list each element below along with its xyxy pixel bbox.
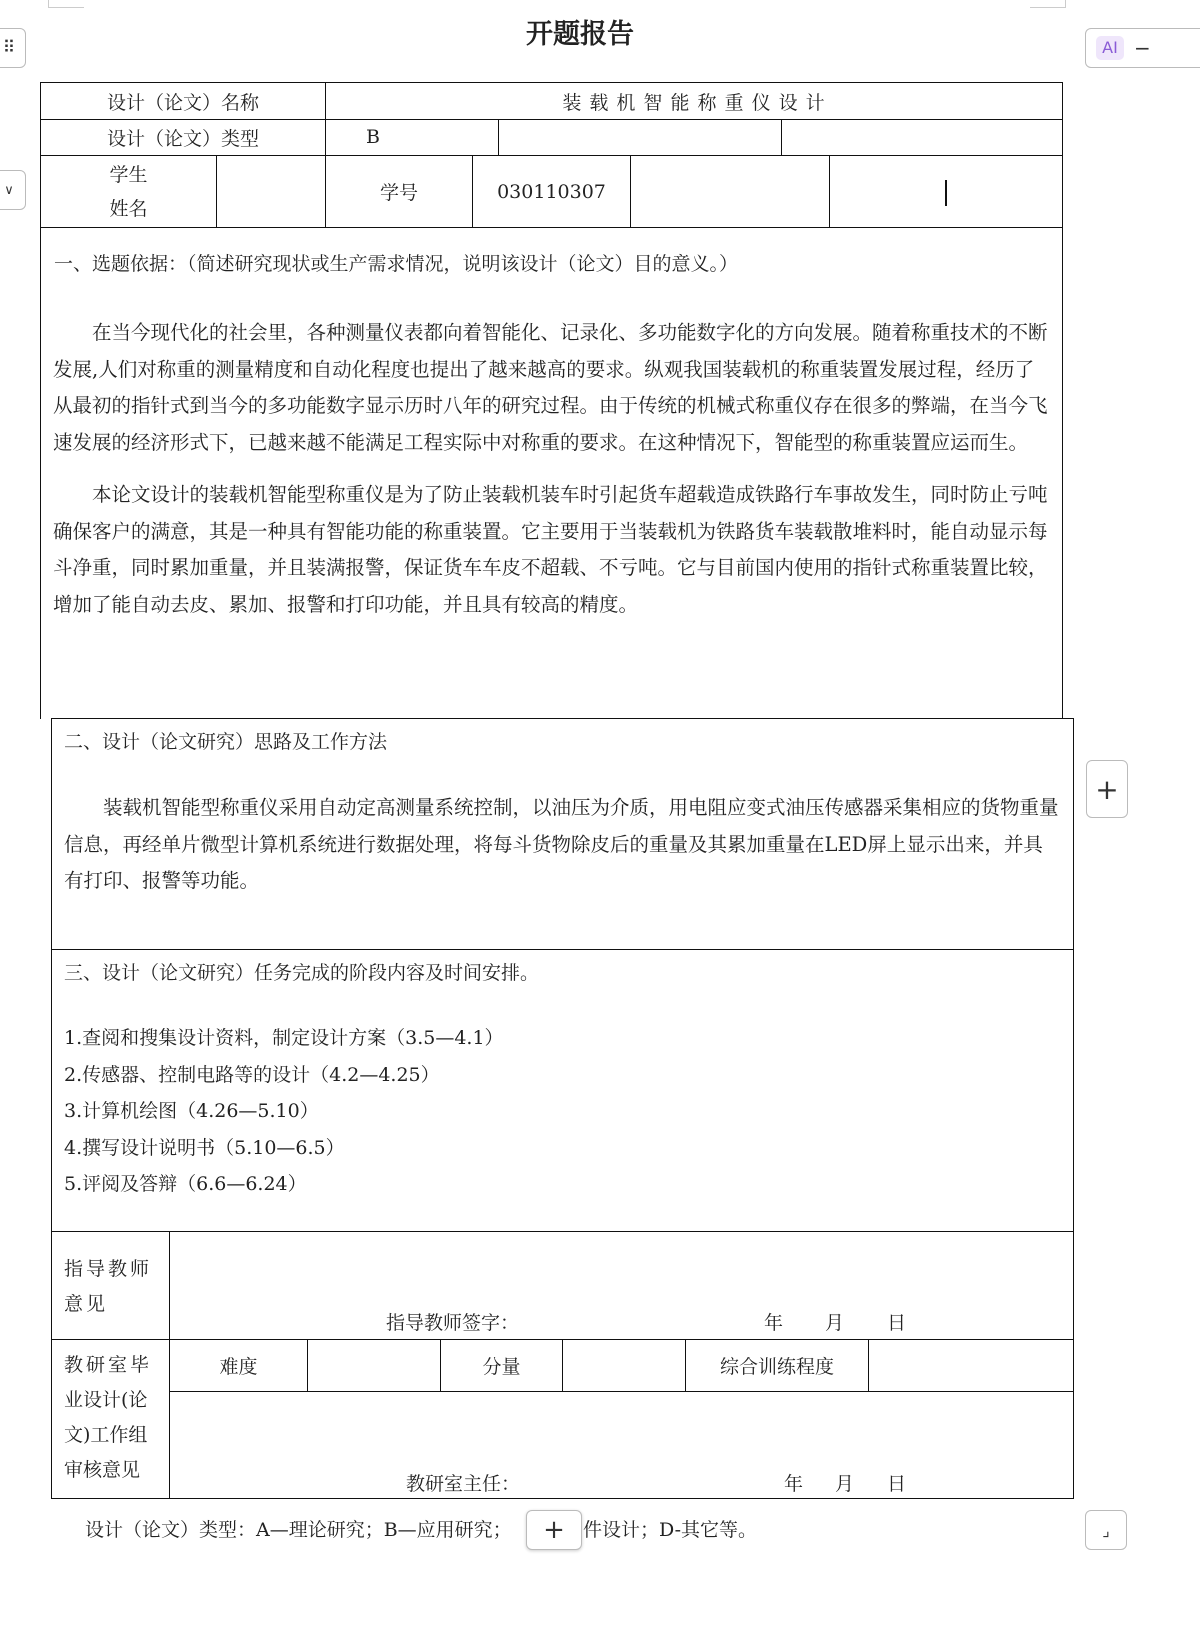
- list-item: 3.计算机绘图（4.26—5.10）: [64, 1100, 319, 1122]
- section-heading: 三、设计（论文研究）任务完成的阶段内容及时间安排。: [64, 962, 540, 984]
- review-opinion-label: [51, 1339, 170, 1499]
- date-year-label: 年: [764, 1312, 784, 1334]
- student-label-line: 姓名: [109, 197, 148, 220]
- list-item: 1.查阅和搜集设计资料，制定设计方案（3.5—4.1）: [64, 1027, 504, 1049]
- thesis-name-label: 设计（论文）名称: [40, 82, 326, 120]
- drag-handle-icon[interactable]: ⠿: [0, 28, 26, 68]
- thesis-name-value: 装 载 机 智 能 称 重 仪 设 计: [325, 82, 1063, 120]
- student-name-label: [40, 155, 217, 228]
- section-heading: 二、设计（论文研究）思路及工作方法: [64, 731, 388, 753]
- section-schedule: [51, 949, 1074, 1232]
- workload-label: 分量: [440, 1339, 563, 1392]
- advisor-opinion-field[interactable]: [169, 1231, 1074, 1340]
- label-line: 文)工作组: [64, 1424, 148, 1446]
- section-approach: [51, 718, 1074, 950]
- add-block-button[interactable]: +: [1086, 760, 1128, 818]
- minus-icon: −: [1134, 36, 1151, 60]
- chevron-down-icon[interactable]: ∨: [0, 170, 26, 210]
- list-item: 5.评阅及答辩（6.6—6.24）: [64, 1173, 307, 1195]
- paragraph: 装载机智能型称重仪采用自动定高测量系统控制，以油压为介质，用电阻应变式油压传感器采集相应的货物重量信息，再经单片微型计算机系统进行数据处理，将每斗货物除皮后的重量及其累加重量在LED屏上显示出来，并具有打印、报警等功能。: [64, 796, 1059, 892]
- add-row-button[interactable]: +: [526, 1510, 582, 1550]
- date-year-label: 年: [784, 1473, 804, 1495]
- advisor-opinion-label: [51, 1231, 170, 1340]
- student-label-line: 学生: [109, 163, 148, 186]
- footnote-text: 设计（论文）类型：A—理论研究；B—应用研究；: [85, 1519, 512, 1541]
- review-opinion-field[interactable]: [169, 1391, 1074, 1499]
- paragraph: 在当今现代化的社会里，各种测量仪表都向着智能化、记录化、多功能数字化的方向发展。随着称重技术的不断发展,人们对称重的测量精度和自动化程度也提出了越来越高的要求。纵观我国装载机的称重装置发展过程，经历了从最初的指针式到当今的多功能数字显示历时八年的研究过程。由于传统的机械式称重仪存在很多的弊端，在当今飞速发展的经济形式下，已越来越不能满足工程实际中对称重的要求。在这种情况下，智能型的称重装置应运而生。: [53, 321, 1048, 454]
- label-line: 教研室毕: [64, 1354, 153, 1376]
- thesis-type-value: B: [325, 119, 499, 156]
- difficulty-label: 难度: [169, 1339, 308, 1392]
- label-line: 审核意见: [64, 1459, 141, 1481]
- footnote-text: 件设计；D-其它等。: [583, 1519, 758, 1541]
- editable-cell[interactable]: [829, 155, 1063, 228]
- section-body: [53, 315, 1053, 623]
- thesis-type-label: 设计（论文）类型: [40, 119, 326, 156]
- expand-icon[interactable]: ⌟: [1085, 1510, 1127, 1550]
- paragraph: 本论文设计的装载机智能型称重仪是为了防止装载机装车时引起货车超载造成铁路行车事故发生，同时防止亏吨确保客户的满意，其是一种具有智能功能的称重装置。它主要用于当装载机为铁路货车装载散堆料时，能自动显示每斗净重，同时累加重量，并且装满报警，保证货车车皮不超载、不亏吨。它与目前国内使用的指针式称重装置比较，增加了能自动去皮、累加、报警和打印功能，并且具有较高的精度。: [53, 483, 1048, 616]
- date-day-label: 日: [887, 1473, 907, 1495]
- ai-badge-label: AI: [1096, 36, 1124, 60]
- empty-cell: [498, 119, 782, 156]
- page-corner-mark: [48, 0, 84, 8]
- text-cursor: [945, 180, 947, 206]
- empty-cell: [781, 119, 1063, 156]
- label-line: 业设计(论: [64, 1389, 148, 1411]
- section-body: [64, 790, 1062, 900]
- training-level-value[interactable]: [868, 1339, 1074, 1392]
- label-line: 指导教师: [64, 1258, 153, 1280]
- page-title: 开题报告: [526, 19, 634, 50]
- student-id-value: 030110307: [472, 155, 631, 228]
- student-id-label: 学号: [325, 155, 473, 228]
- advisor-signature-label: 指导教师签字：: [386, 1312, 520, 1334]
- empty-cell: [630, 155, 830, 228]
- ai-assistant-button[interactable]: [1085, 28, 1200, 68]
- date-month-label: 月: [835, 1473, 855, 1495]
- list-item: 2.传感器、控制电路等的设计（4.2—4.25）: [64, 1063, 440, 1086]
- section-basis: [40, 227, 1063, 719]
- difficulty-value[interactable]: [307, 1339, 441, 1392]
- student-name-value[interactable]: [216, 155, 326, 228]
- label-line: 意见: [64, 1293, 109, 1315]
- page-corner-mark: [1030, 0, 1066, 8]
- date-month-label: 月: [825, 1312, 845, 1334]
- workload-value[interactable]: [562, 1339, 686, 1392]
- schedule-list: [64, 1020, 1064, 1203]
- director-signature-label: 教研室主任：: [406, 1473, 521, 1495]
- list-item: 4.撰写设计说明书（5.10—6.5）: [64, 1136, 345, 1159]
- date-day-label: 日: [887, 1312, 907, 1334]
- training-level-label: 综合训练程度: [685, 1339, 869, 1392]
- section-heading: 一、选题依据：（简述研究现状或生产需求情况，说明该设计（论文）目的意义。）: [54, 253, 739, 275]
